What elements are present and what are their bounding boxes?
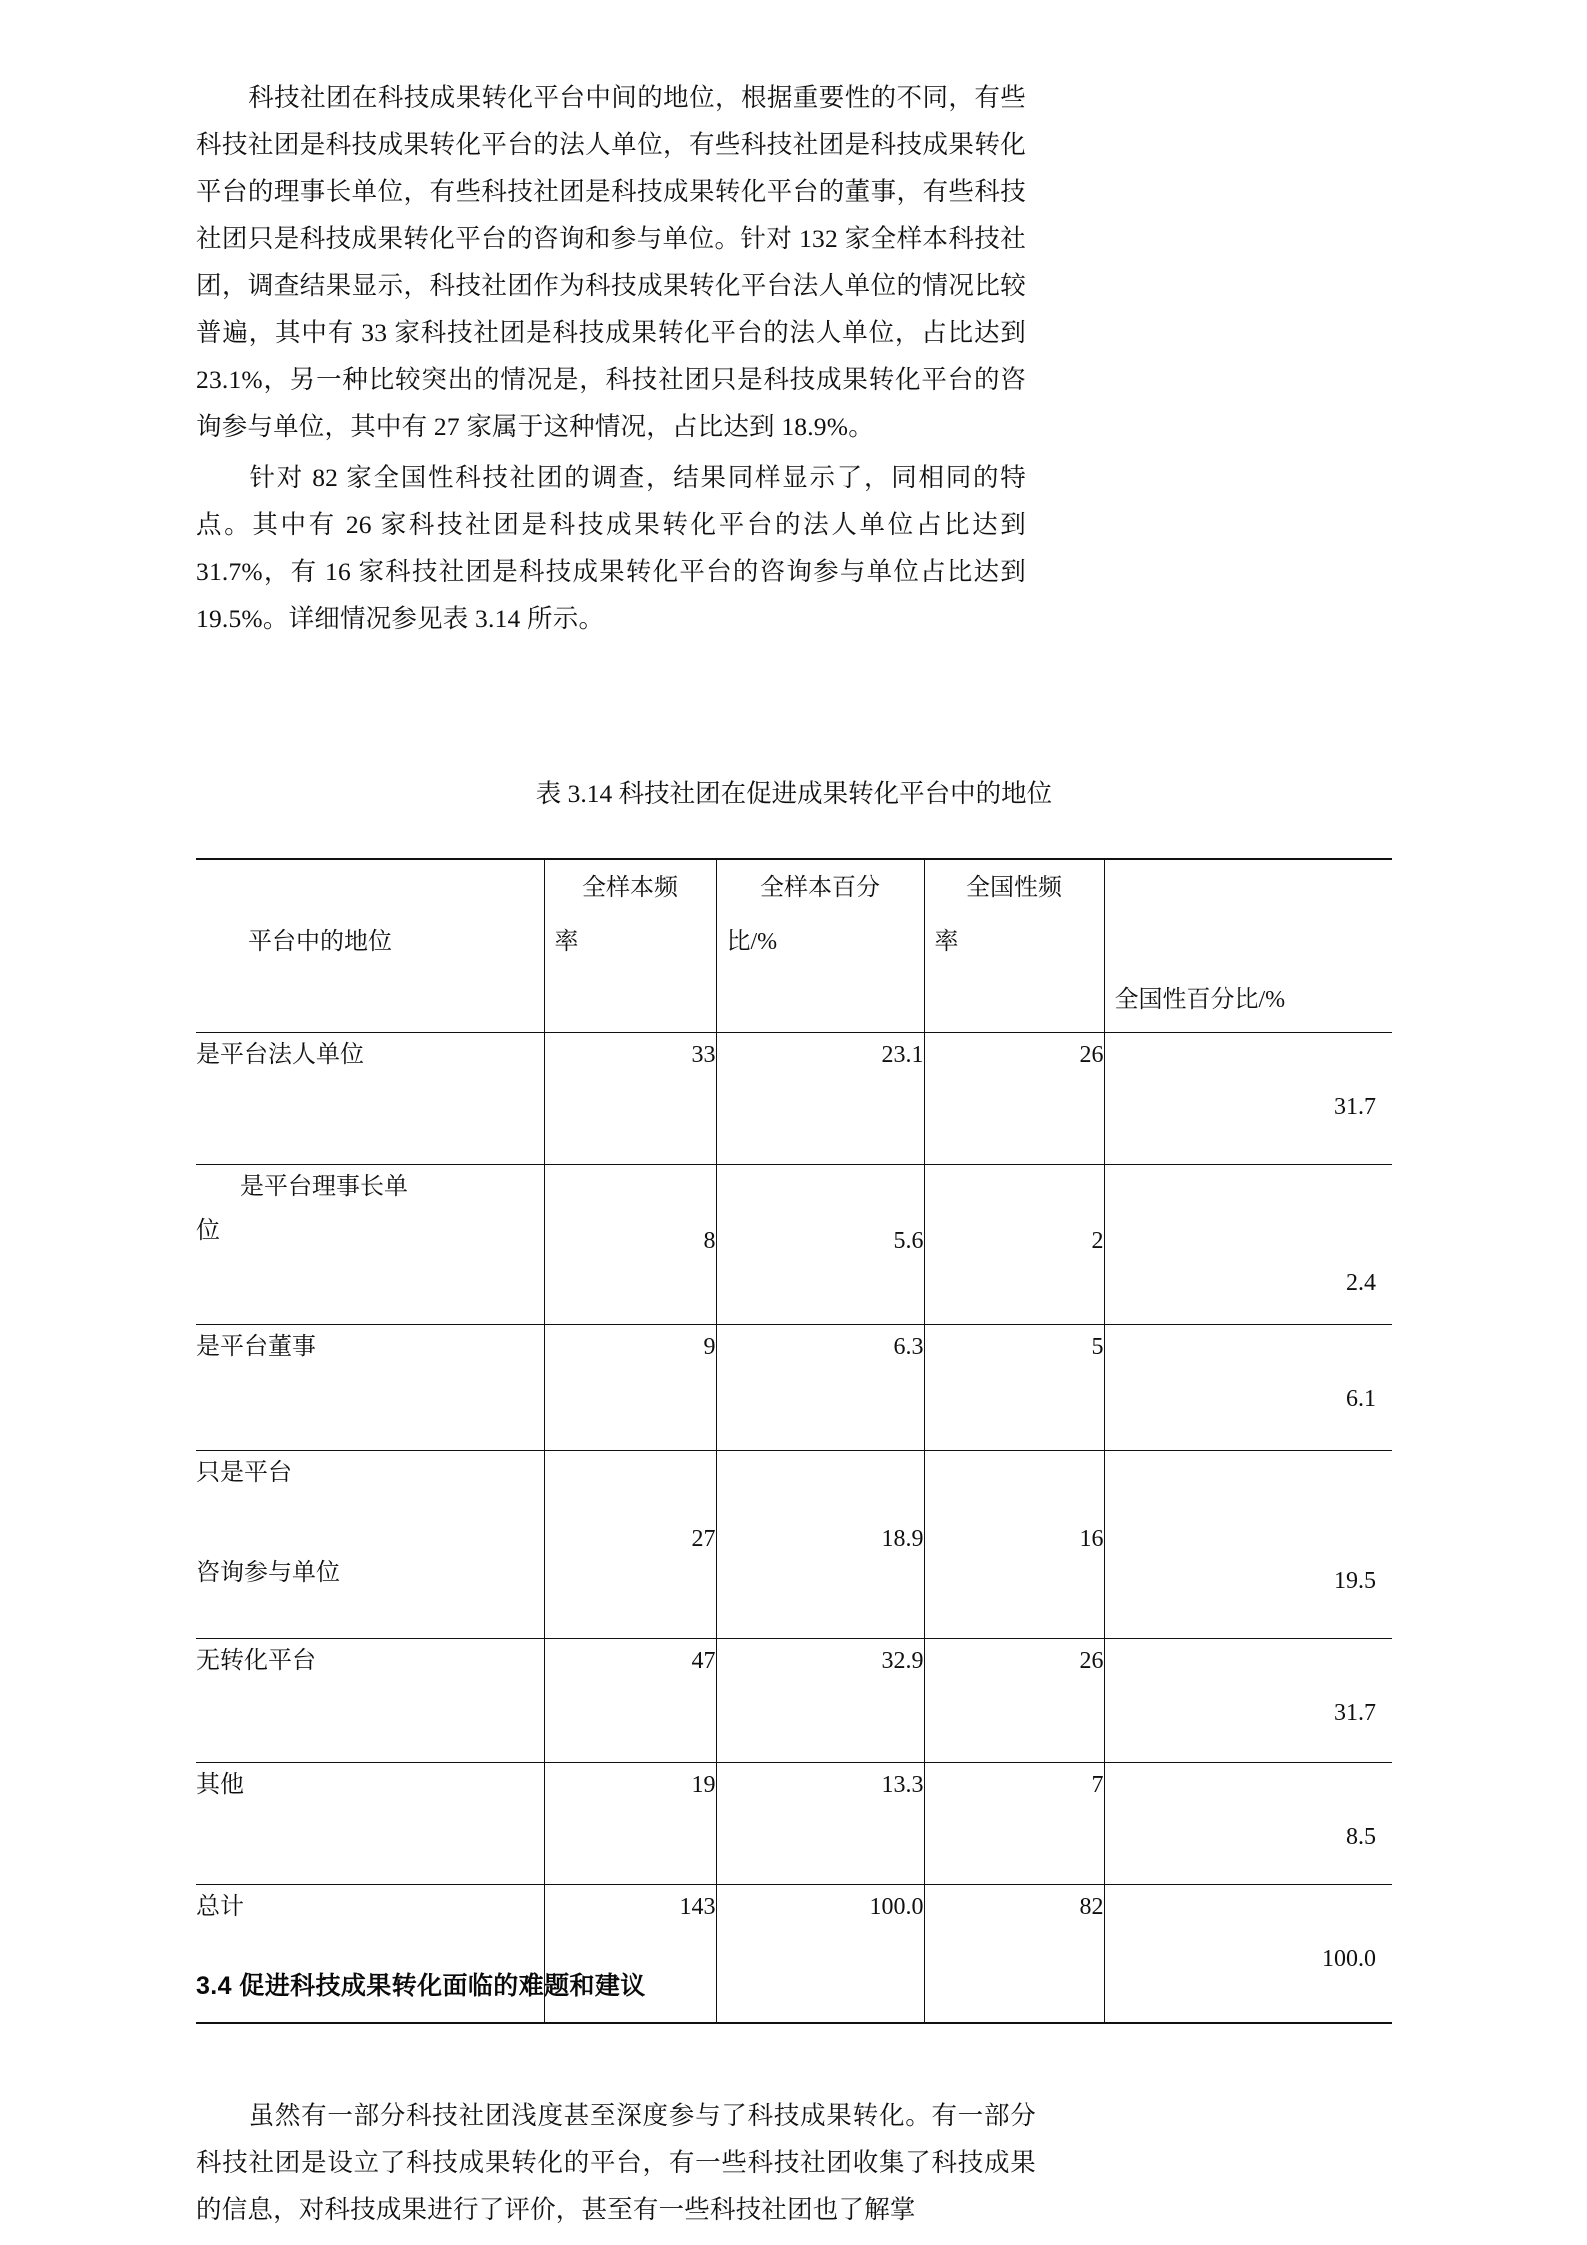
body-paragraph-3: [196, 2092, 1036, 2233]
header-label-position: 平台中的地位: [248, 929, 392, 955]
section-heading-3-4: 3.4 促进科技成果转化面临的难题和建议: [196, 1972, 646, 2000]
cell-full-pct: 6.3: [716, 1325, 924, 1451]
cell-full-pct: 23.1: [716, 1033, 924, 1165]
paragraph-1-text: 科技社团在科技成果转化平台中间的地位，根据重要性的不同，有些科技社团是科技成果转化平台的法人单位，有些科技社团是科技成果转化平台的理事长单位，有些科技社团是科技成果转化平台的董事，有些科技社团只是科技成果转化平台的咨询和参与单位。针对 132 家全样本科技社团，调查结果显示，科技社团作为科技成果转化平台法人单位的情况比较普遍，其中有 33 家科技社团是科技成果转化平台的法人单位，占比达到 23.1%，另一种比较突出的情况是，科技社团只是科技成果转化平台的咨询参与单位，其中有 27 家属于这种情况，占比达到 18.9%。: [196, 82, 1026, 441]
cell-full-pct: 32.9: [716, 1639, 924, 1763]
header-cell-national-percent: [1104, 859, 1392, 1033]
cell-full-pct: 18.9: [716, 1451, 924, 1639]
cell-nat-pct: [1104, 1033, 1392, 1165]
cell-nat-pct: [1104, 1451, 1392, 1639]
cell-nat-freq: 5: [924, 1325, 1104, 1451]
cell-nat-pct: [1104, 1325, 1392, 1451]
cell-nat-freq: 82: [924, 1885, 1104, 2023]
header-label-nat-pct: 全国性百分比/%: [1114, 987, 1286, 1013]
cell-nat-freq: 26: [924, 1033, 1104, 1165]
body-paragraph-1: [196, 74, 1026, 450]
paragraph-2-text: 针对 82 家全国性科技社团的调查，结果同样显示了，同相同的特点。其中有 26 家科技社团是科技成果转化平台的法人单位占比达到 31.7%，有 16 家科技社团是科技成果转化平台的咨询参与单位占比达到 19.5%。详细情况参见表 3.14 所示。: [196, 462, 1026, 633]
cell-nat-pct: [1104, 1165, 1392, 1325]
table-row: [196, 1325, 1392, 1451]
cell-full-freq: 8: [544, 1165, 716, 1325]
cell-full-freq: 143: [544, 1885, 716, 2023]
cell-nat-pct-value: 100.0: [1322, 1946, 1376, 1972]
cell-full-pct: 100.0: [716, 1885, 924, 2023]
status-in-platform-table: [196, 858, 1392, 2024]
cell-nat-freq: 2: [924, 1165, 1104, 1325]
table-caption: 表 3.14 科技社团在促进成果转化平台中的地位: [535, 779, 1053, 808]
header-cell-full-sample-percent: [716, 859, 924, 1033]
cell-nat-pct: [1104, 1763, 1392, 1885]
row-label: 总计: [196, 1894, 244, 1920]
table-row: [196, 1033, 1392, 1165]
table-row: [196, 1451, 1392, 1639]
cell-nat-freq: 7: [924, 1763, 1104, 1885]
header-label-full-freq-line1: 全样本频: [582, 875, 678, 901]
row-label-line1: 是平台理事长单: [240, 1174, 408, 1200]
cell-nat-pct-value: 19.5: [1334, 1568, 1376, 1594]
row-label-line2: 咨询参与单位: [196, 1560, 340, 1586]
row-label: 是平台法人单位: [196, 1042, 364, 1068]
cell-nat-pct-value: 31.7: [1334, 1700, 1376, 1726]
row-label: 其他: [196, 1772, 244, 1798]
header-label-full-freq-line2: 率: [554, 929, 579, 955]
paragraph-3-text: 虽然有一部分科技社团浅度甚至深度参与了科技成果转化。有一部分科技社团是设立了科技成果转化的平台，有一些科技社团收集了科技成果的信息，对科技成果进行了评价，甚至有一些科技社团也了解掌: [196, 2100, 1036, 2224]
cell-full-pct: 13.3: [716, 1763, 924, 1885]
header-label-nat-freq-line1: 全国性频: [966, 875, 1062, 901]
row-label: [196, 1165, 544, 1325]
row-label-line1: 只是平台: [196, 1460, 292, 1486]
cell-full-freq: 19: [544, 1763, 716, 1885]
header-cell-national-frequency: [924, 859, 1104, 1033]
cell-full-freq: 33: [544, 1033, 716, 1165]
cell-full-freq: 27: [544, 1451, 716, 1639]
cell-full-freq: 9: [544, 1325, 716, 1451]
header-cell-full-sample-frequency: [544, 859, 716, 1033]
table-container: [196, 858, 1392, 2024]
cell-nat-freq: 26: [924, 1639, 1104, 1763]
row-label: 无转化平台: [196, 1648, 316, 1674]
cell-nat-freq: 16: [924, 1451, 1104, 1639]
row-label: 是平台董事: [196, 1334, 316, 1360]
cell-nat-pct-value: 8.5: [1346, 1824, 1376, 1850]
row-label-line2: 位: [196, 1218, 220, 1244]
cell-nat-pct: [1104, 1885, 1392, 2023]
header-label-full-pct-line1: 全样本百分: [760, 875, 880, 901]
body-paragraph-2: [196, 454, 1026, 642]
row-label: [196, 1451, 544, 1639]
table-row: [196, 1639, 1392, 1763]
table-row: [196, 1763, 1392, 1885]
header-cell-position: [196, 859, 544, 1033]
table-header-row: [196, 859, 1392, 1033]
table-row: [196, 1165, 1392, 1325]
cell-nat-pct-value: 2.4: [1346, 1270, 1376, 1296]
cell-nat-pct-value: 6.1: [1346, 1386, 1376, 1412]
cell-full-pct: 5.6: [716, 1165, 924, 1325]
header-label-nat-freq-line2: 率: [934, 929, 959, 955]
header-label-full-pct-line2: 比/%: [726, 929, 778, 955]
cell-full-freq: 47: [544, 1639, 716, 1763]
cell-nat-pct: [1104, 1639, 1392, 1763]
cell-nat-pct-value: 31.7: [1334, 1094, 1376, 1120]
